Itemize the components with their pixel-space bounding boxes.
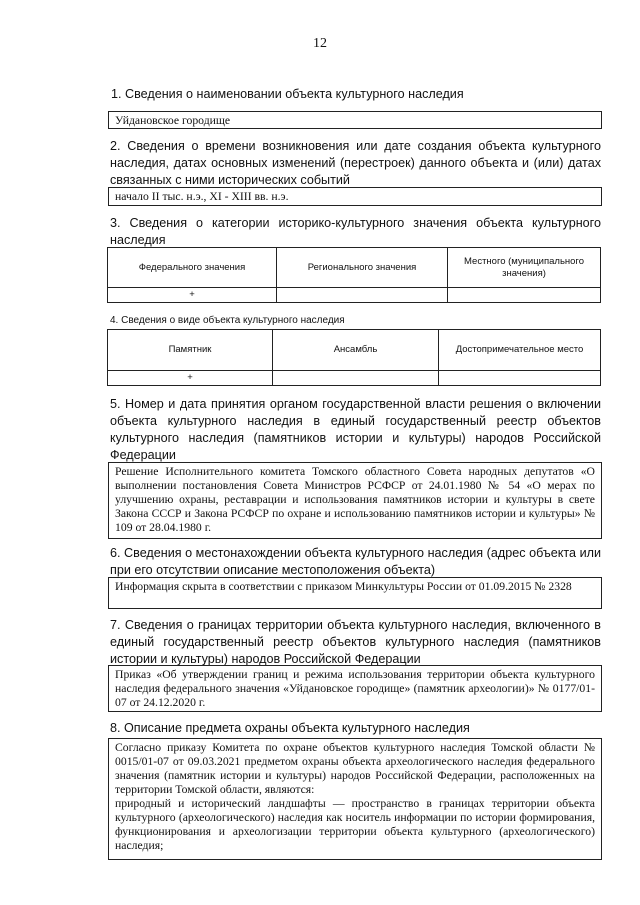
- type-mark-landmark: [439, 371, 601, 386]
- type-mark-ensemble: [273, 371, 439, 386]
- page-number: 12: [313, 36, 327, 51]
- category-table: [107, 247, 601, 303]
- category-mark-regional: [277, 288, 448, 303]
- section-6-value-box: [108, 577, 602, 609]
- section-8-paragraph-2: природный и исторический ландшафты — пространство в границах территории объекта культурного (археологического) наследия как носитель информации по истории формирования, функционирования и археологизации территории объекта культурного (археологического) наследия;: [115, 797, 595, 852]
- section-6-value: Информация скрыта в соответствии с приказом Минкультуры России от 01.09.2015 № 2328: [115, 580, 572, 593]
- section-8-paragraph-1: Согласно приказу Комитета по охране объектов культурного наследия Томской области № 0015/01-07 от 09.03.2021 предметом охраны объекта археологического наследия федерального значения (памятник истории и культуры) народов Российской Федерации, расположенных на территории Томской области, являются:: [115, 741, 595, 796]
- section-2-value: начало II тыс. н.э., XI - XIII вв. н.э.: [115, 190, 289, 203]
- type-mark-monument: +: [108, 371, 273, 386]
- section-3-heading: 3. Сведения о категории историко-культурного значения объекта культурного наследия: [110, 216, 601, 247]
- section-7-value: Приказ «Об утверждении границ и режима использования территории объекта культурного наследия федерального значения «Уйдановское городище» (памятник археологии)» № 0177/01-07 от 24.12.2020 г.: [115, 668, 595, 709]
- section-6-heading: 6. Сведения о местонахождении объекта культурного наследия (адрес объекта или при его отсутствии описание местоположения объекта): [110, 546, 601, 577]
- type-header-landmark: Достопримечательное место: [439, 330, 601, 371]
- category-header-regional: Регионального значения: [277, 248, 448, 288]
- section-4-heading: 4. Сведения о виде объекта культурного наследия: [110, 315, 345, 326]
- section-7-heading: 7. Сведения о границах территории объекта культурного наследия, включенного в единый государственный реестр объектов культурного наследия (памятников истории и культуры) народов Российской Федерации: [110, 618, 601, 666]
- type-header-ensemble: Ансамбль: [273, 330, 439, 371]
- type-table: [107, 329, 601, 386]
- section-5-value: Решение Исполнительного комитета Томского областного Совета народных депутатов «О выполнении постановления Совета Министров РСФСР от 24.01.1980 № 54 «О мерах по улучшению охраны, реставрации и использования памятников истории и культуры в свете Закона СССР и Закона РСФСР по охране и использованию памятников истории и культуры» № 109 от 28.04.1980 г.: [115, 465, 595, 534]
- type-header-monument: Памятник: [108, 330, 273, 371]
- section-5-heading: 5. Номер и дата принятия органом государственной власти решения о включении объекта культурного наследия в единый государственный реестр объектов культурного наследия (памятников истории и культуры) народов Российской Федерации: [110, 397, 601, 462]
- section-5-value-box: [108, 462, 602, 539]
- category-header-local: Местного (муниципального значения): [448, 248, 601, 288]
- section-1-value-box: [108, 111, 602, 129]
- category-mark-local: [448, 288, 601, 303]
- section-8-heading: 8. Описание предмета охраны объекта культурного наследия: [110, 721, 470, 735]
- section-2-heading: 2. Сведения о времени возникновения или дате создания объекта культурного наследия, датах основных изменений (перестроек) данного объекта и (или) датах связанных с ними исторических событий: [110, 139, 601, 187]
- section-1-value: Уйдановское городище: [115, 114, 231, 127]
- category-header-federal: Федерального значения: [108, 248, 277, 288]
- section-2-value-box: [108, 187, 602, 206]
- category-mark-federal: +: [108, 288, 277, 303]
- section-1-heading: 1. Сведения о наименовании объекта культурного наследия: [111, 87, 464, 101]
- section-7-value-box: [108, 665, 602, 712]
- section-8-value-box: [108, 738, 602, 860]
